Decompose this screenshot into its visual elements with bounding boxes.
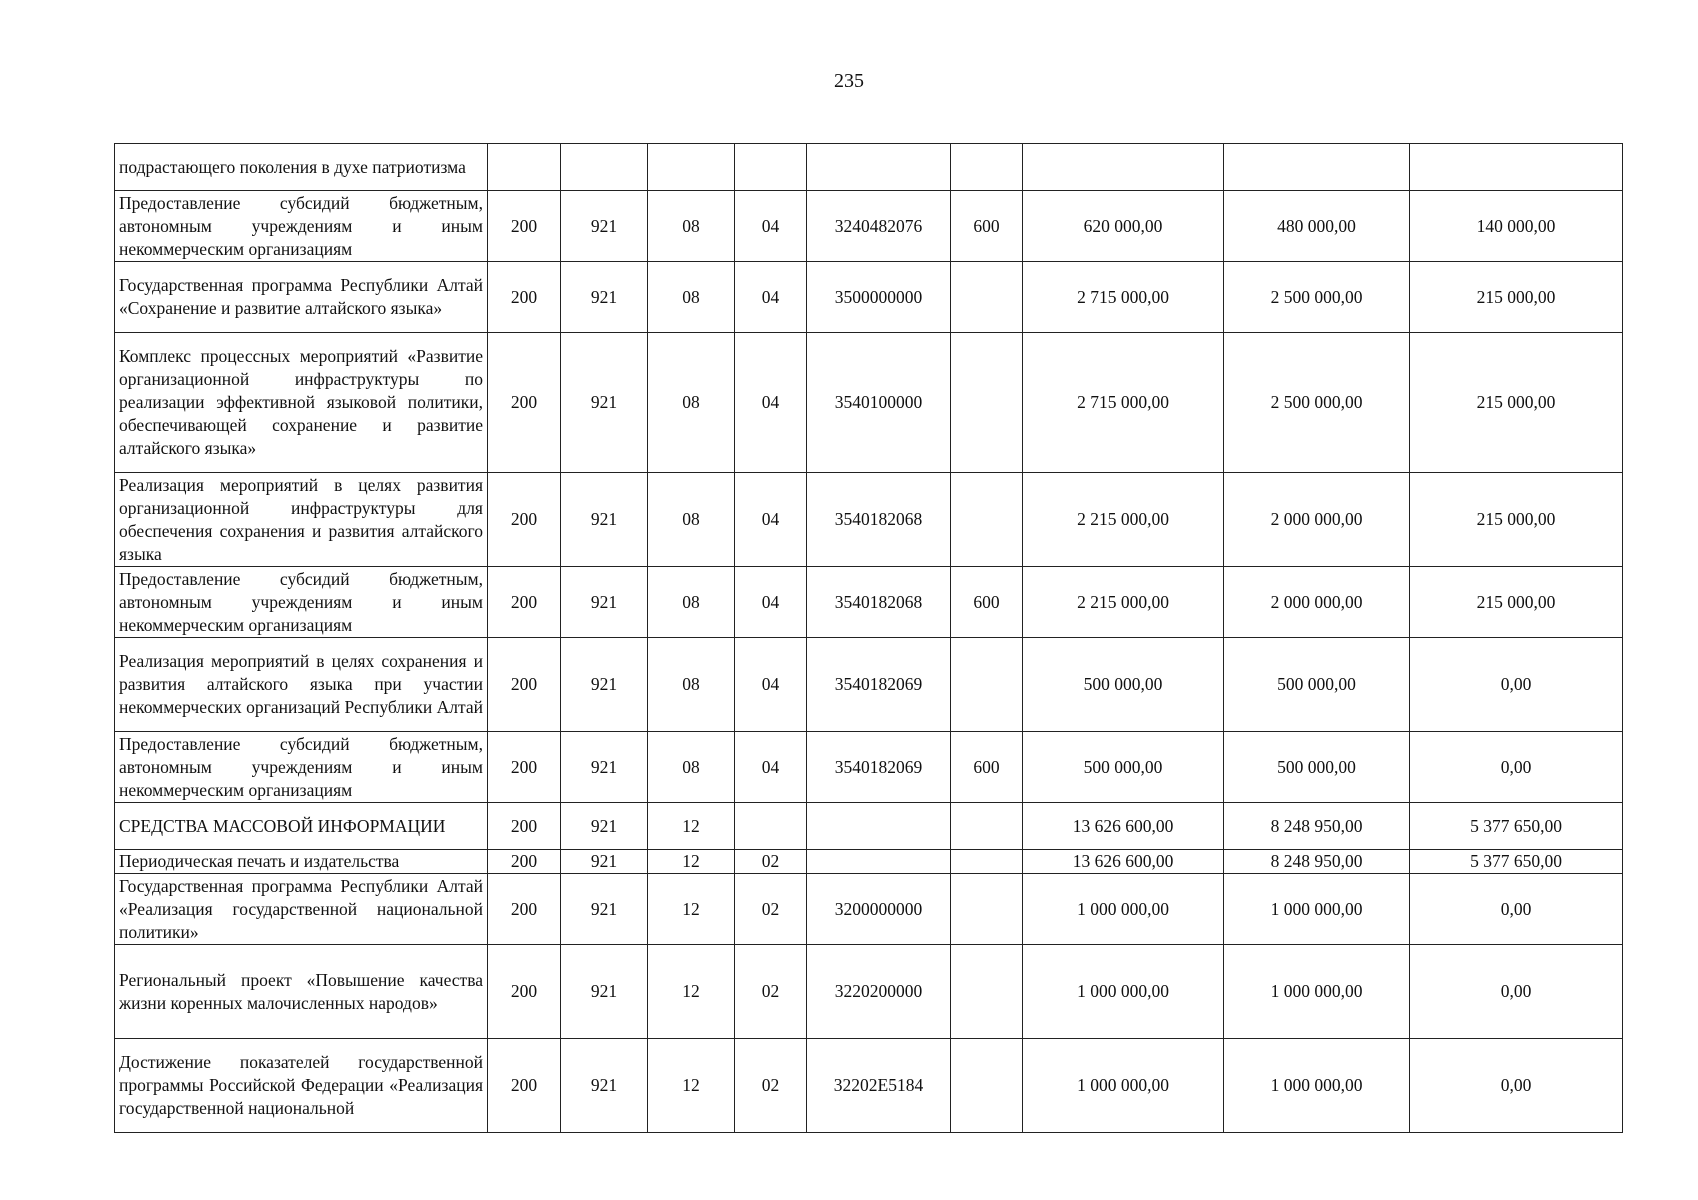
chapter-code: 08 xyxy=(648,262,735,333)
section-code: 200 xyxy=(488,638,561,732)
ministry-code: 921 xyxy=(561,567,648,638)
target-article-code: 3540182068 xyxy=(807,473,951,567)
ministry-code: 921 xyxy=(561,333,648,473)
section-code: 200 xyxy=(488,803,561,850)
amount-change: 5 377 650,00 xyxy=(1410,850,1623,874)
subchapter-code xyxy=(735,144,807,191)
section-code: 200 xyxy=(488,567,561,638)
section-code: 200 xyxy=(488,473,561,567)
expense-type-code xyxy=(951,333,1023,473)
budget-table xyxy=(114,143,1623,1133)
amount-change: 215 000,00 xyxy=(1410,567,1623,638)
ministry-code: 921 xyxy=(561,262,648,333)
amount-total: 13 626 600,00 xyxy=(1023,803,1224,850)
chapter-code: 08 xyxy=(648,567,735,638)
row-description: Предоставление субсидий бюджетным, автономным учреждениям и иным некоммерческим организациям xyxy=(115,191,488,262)
target-article-code: 3240482076 xyxy=(807,191,951,262)
amount-change: 0,00 xyxy=(1410,945,1623,1039)
subchapter-code: 04 xyxy=(735,473,807,567)
section-code: 200 xyxy=(488,732,561,803)
table-row xyxy=(115,874,1623,945)
section-code: 200 xyxy=(488,262,561,333)
table-row xyxy=(115,945,1623,1039)
target-article-code: 3220200000 xyxy=(807,945,951,1039)
section-code: 200 xyxy=(488,874,561,945)
target-article-code: 3540100000 xyxy=(807,333,951,473)
row-description: СРЕДСТВА МАССОВОЙ ИНФОРМАЦИИ xyxy=(115,803,488,850)
amount-current: 2 000 000,00 xyxy=(1224,567,1410,638)
chapter-code: 08 xyxy=(648,732,735,803)
section-code xyxy=(488,144,561,191)
ministry-code: 921 xyxy=(561,732,648,803)
ministry-code: 921 xyxy=(561,803,648,850)
amount-total: 500 000,00 xyxy=(1023,638,1224,732)
table-row xyxy=(115,732,1623,803)
expense-type-code xyxy=(951,638,1023,732)
table-row xyxy=(115,144,1623,191)
chapter-code: 08 xyxy=(648,473,735,567)
chapter-code: 08 xyxy=(648,191,735,262)
amount-current: 2 000 000,00 xyxy=(1224,473,1410,567)
row-description: Достижение показателей государственной программы Российской Федерации «Реализация государственной национальной xyxy=(115,1039,488,1133)
target-article-code: 3540182069 xyxy=(807,732,951,803)
amount-change: 0,00 xyxy=(1410,1039,1623,1133)
section-code: 200 xyxy=(488,945,561,1039)
section-code: 200 xyxy=(488,1039,561,1133)
target-article-code xyxy=(807,803,951,850)
section-code: 200 xyxy=(488,191,561,262)
subchapter-code: 04 xyxy=(735,732,807,803)
amount-change: 5 377 650,00 xyxy=(1410,803,1623,850)
amount-current: 2 500 000,00 xyxy=(1224,333,1410,473)
expense-type-code xyxy=(951,1039,1023,1133)
subchapter-code: 04 xyxy=(735,262,807,333)
amount-total: 2 715 000,00 xyxy=(1023,333,1224,473)
amount-total: 2 715 000,00 xyxy=(1023,262,1224,333)
chapter-code: 12 xyxy=(648,945,735,1039)
amount-change xyxy=(1410,144,1623,191)
row-description: Комплекс процессных мероприятий «Развитие организационной инфраструктуры по реализации эффективной языковой политики, обеспечивающей сохранение и развитие алтайского языка» xyxy=(115,333,488,473)
subchapter-code: 04 xyxy=(735,191,807,262)
ministry-code: 921 xyxy=(561,945,648,1039)
amount-current: 1 000 000,00 xyxy=(1224,945,1410,1039)
row-description: Реализация мероприятий в целях сохранения и развития алтайского языка при участии некоммерческих организаций Республики Алтай xyxy=(115,638,488,732)
amount-change: 215 000,00 xyxy=(1410,473,1623,567)
expense-type-code: 600 xyxy=(951,567,1023,638)
expense-type-code xyxy=(951,803,1023,850)
expense-type-code xyxy=(951,945,1023,1039)
expense-type-code: 600 xyxy=(951,732,1023,803)
amount-current: 480 000,00 xyxy=(1224,191,1410,262)
expense-type-code xyxy=(951,144,1023,191)
table-row xyxy=(115,567,1623,638)
table-row xyxy=(115,333,1623,473)
chapter-code: 12 xyxy=(648,874,735,945)
ministry-code: 921 xyxy=(561,1039,648,1133)
amount-current: 500 000,00 xyxy=(1224,638,1410,732)
table-row xyxy=(115,1039,1623,1133)
section-code: 200 xyxy=(488,333,561,473)
table-row xyxy=(115,191,1623,262)
subchapter-code: 02 xyxy=(735,850,807,874)
subchapter-code: 02 xyxy=(735,945,807,1039)
expense-type-code xyxy=(951,850,1023,874)
row-description: Региональный проект «Повышение качества жизни коренных малочисленных народов» xyxy=(115,945,488,1039)
expense-type-code xyxy=(951,262,1023,333)
table-row xyxy=(115,803,1623,850)
expense-type-code xyxy=(951,473,1023,567)
chapter-code: 12 xyxy=(648,803,735,850)
row-description: Реализация мероприятий в целях развития организационной инфраструктуры для обеспечения сохранения и развития алтайского языка xyxy=(115,473,488,567)
amount-change: 140 000,00 xyxy=(1410,191,1623,262)
subchapter-code: 04 xyxy=(735,567,807,638)
page-number: 235 xyxy=(834,70,864,92)
chapter-code: 12 xyxy=(648,1039,735,1133)
amount-current: 8 248 950,00 xyxy=(1224,803,1410,850)
target-article-code: 32202E5184 xyxy=(807,1039,951,1133)
section-code: 200 xyxy=(488,850,561,874)
amount-total: 2 215 000,00 xyxy=(1023,473,1224,567)
row-description: Государственная программа Республики Алтай «Реализация государственной национальной политики» xyxy=(115,874,488,945)
target-article-code xyxy=(807,850,951,874)
amount-total: 1 000 000,00 xyxy=(1023,945,1224,1039)
row-description: Предоставление субсидий бюджетным, автономным учреждениям и иным некоммерческим организациям xyxy=(115,732,488,803)
subchapter-code: 04 xyxy=(735,638,807,732)
table-row xyxy=(115,262,1623,333)
table-row xyxy=(115,638,1623,732)
amount-total xyxy=(1023,144,1224,191)
row-description: Предоставление субсидий бюджетным, автономным учреждениям и иным некоммерческим организациям xyxy=(115,567,488,638)
amount-total: 13 626 600,00 xyxy=(1023,850,1224,874)
amount-change: 215 000,00 xyxy=(1410,333,1623,473)
table-row xyxy=(115,850,1623,874)
amount-total: 500 000,00 xyxy=(1023,732,1224,803)
amount-current: 500 000,00 xyxy=(1224,732,1410,803)
row-description: подрастающего поколения в духе патриотизма xyxy=(115,144,488,191)
subchapter-code: 02 xyxy=(735,874,807,945)
ministry-code: 921 xyxy=(561,874,648,945)
target-article-code: 3200000000 xyxy=(807,874,951,945)
amount-change: 0,00 xyxy=(1410,638,1623,732)
subchapter-code xyxy=(735,803,807,850)
chapter-code: 08 xyxy=(648,638,735,732)
amount-total: 2 215 000,00 xyxy=(1023,567,1224,638)
amount-current: 1 000 000,00 xyxy=(1224,874,1410,945)
amount-current xyxy=(1224,144,1410,191)
chapter-code: 12 xyxy=(648,850,735,874)
amount-total: 1 000 000,00 xyxy=(1023,874,1224,945)
chapter-code: 08 xyxy=(648,333,735,473)
row-description: Периодическая печать и издательства xyxy=(115,850,488,874)
subchapter-code: 04 xyxy=(735,333,807,473)
subchapter-code: 02 xyxy=(735,1039,807,1133)
amount-change: 215 000,00 xyxy=(1410,262,1623,333)
amount-total: 620 000,00 xyxy=(1023,191,1224,262)
amount-current: 2 500 000,00 xyxy=(1224,262,1410,333)
target-article-code: 3540182068 xyxy=(807,567,951,638)
ministry-code xyxy=(561,144,648,191)
target-article-code: 3540182069 xyxy=(807,638,951,732)
chapter-code xyxy=(648,144,735,191)
amount-change: 0,00 xyxy=(1410,874,1623,945)
expense-type-code xyxy=(951,874,1023,945)
amount-current: 8 248 950,00 xyxy=(1224,850,1410,874)
table-row xyxy=(115,473,1623,567)
expense-type-code: 600 xyxy=(951,191,1023,262)
ministry-code: 921 xyxy=(561,473,648,567)
ministry-code: 921 xyxy=(561,638,648,732)
ministry-code: 921 xyxy=(561,191,648,262)
target-article-code: 3500000000 xyxy=(807,262,951,333)
amount-total: 1 000 000,00 xyxy=(1023,1039,1224,1133)
ministry-code: 921 xyxy=(561,850,648,874)
amount-current: 1 000 000,00 xyxy=(1224,1039,1410,1133)
amount-change: 0,00 xyxy=(1410,732,1623,803)
row-description: Государственная программа Республики Алтай «Сохранение и развитие алтайского языка» xyxy=(115,262,488,333)
target-article-code xyxy=(807,144,951,191)
